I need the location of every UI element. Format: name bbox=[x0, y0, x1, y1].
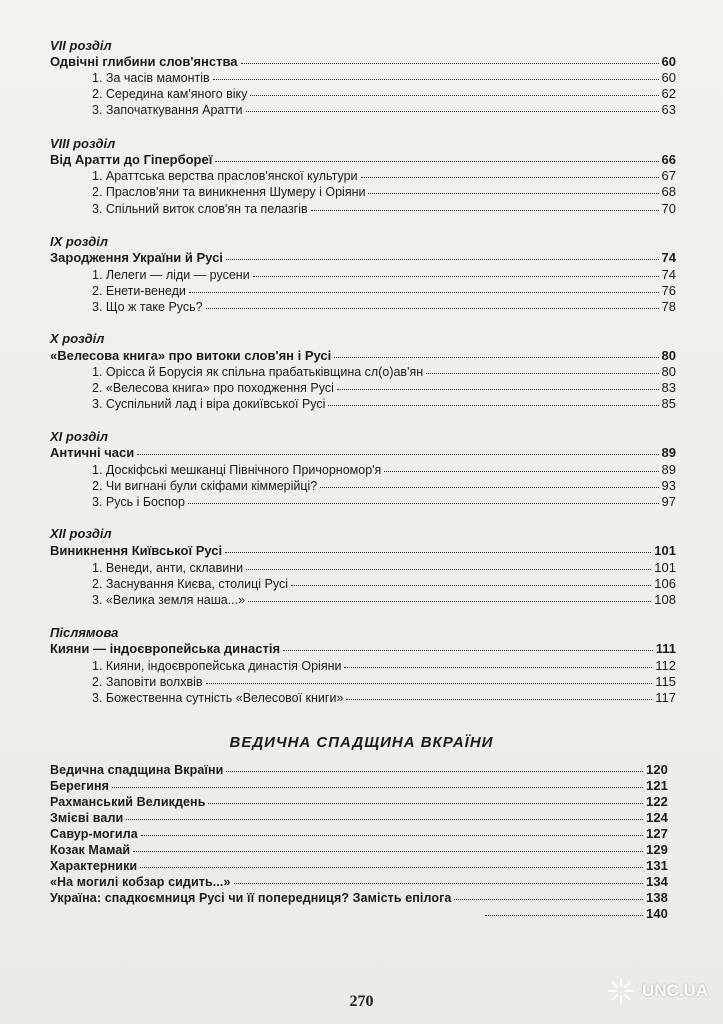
dot-leader bbox=[426, 373, 658, 374]
subchapter-entry bbox=[92, 478, 676, 493]
subchapter-title: 3. Суспільний лад і віра докиївської Русі bbox=[92, 397, 326, 411]
vedic-title: «На могилі кобзар сидить...» bbox=[50, 875, 231, 889]
dot-leader bbox=[250, 95, 658, 96]
subchapter-entry bbox=[92, 168, 676, 183]
subchapter-title: 1. Орісса й Борусія як спільна прабатьківщина сл(о)ав'ян bbox=[92, 365, 424, 379]
chapter-title: Від Аратти до Гіпербореї bbox=[50, 152, 213, 167]
dot-leader bbox=[206, 308, 659, 309]
page-ref: 66 bbox=[661, 152, 676, 167]
dot-leader bbox=[253, 276, 659, 277]
subchapter-entry bbox=[92, 267, 676, 282]
dot-leader bbox=[189, 292, 659, 293]
dot-leader bbox=[206, 683, 653, 684]
dot-leader bbox=[241, 63, 659, 64]
vedic-entry-continuation bbox=[482, 906, 668, 921]
page-ref: 115 bbox=[655, 674, 676, 689]
dot-leader bbox=[226, 771, 643, 772]
dot-leader bbox=[311, 210, 659, 211]
subchapter-entry bbox=[92, 184, 676, 199]
section-heading-xi: XI розділ bbox=[50, 429, 108, 444]
page-ref: 101 bbox=[654, 560, 676, 575]
dot-leader bbox=[137, 454, 658, 455]
vedic-entry bbox=[50, 794, 668, 809]
vedic-section-title: ВЕДИЧНА СПАДЩИНА ВКРАЇНИ bbox=[229, 734, 494, 751]
chapter-entry bbox=[50, 348, 676, 363]
vedic-entry bbox=[50, 842, 668, 857]
page-ref: 112 bbox=[655, 658, 676, 673]
vedic-title: Характерники bbox=[50, 859, 138, 873]
page-ref: 63 bbox=[661, 102, 676, 117]
dot-leader bbox=[112, 787, 643, 788]
page-ref: 131 bbox=[646, 858, 668, 873]
chapter-entry bbox=[50, 250, 676, 265]
subchapter-title: 1. За часів мамонтів bbox=[92, 71, 210, 85]
vedic-entry bbox=[50, 778, 668, 793]
page-ref: 101 bbox=[654, 543, 676, 558]
subchapter-title: 2. Енети-венеди bbox=[92, 284, 186, 298]
subchapter-title: 3. Русь і Боспор bbox=[92, 495, 185, 509]
dot-leader bbox=[454, 899, 643, 900]
page-ref: 80 bbox=[661, 364, 676, 379]
page-ref: 127 bbox=[646, 826, 668, 841]
page-ref: 68 bbox=[661, 184, 676, 199]
page-ref: 140 bbox=[646, 906, 668, 921]
vedic-title: Змієві вали bbox=[50, 811, 124, 825]
page-ref: 70 bbox=[661, 201, 676, 216]
page-ref: 60 bbox=[661, 54, 676, 69]
chapter-entry bbox=[50, 543, 676, 558]
subchapter-entry bbox=[92, 576, 676, 591]
subchapter-title: 2. Праслов'яни та виникнення Шумеру і Оріяни bbox=[92, 185, 366, 199]
vedic-title: Козак Мамай bbox=[50, 843, 131, 857]
vedic-entry bbox=[50, 762, 668, 777]
subchapter-title: 3. «Велика земля наша...» bbox=[92, 593, 246, 607]
subchapter-title: 2. Середина кам'яного віку bbox=[92, 87, 248, 101]
subchapter-entry bbox=[92, 462, 676, 477]
dot-leader bbox=[368, 193, 658, 194]
dot-leader bbox=[248, 601, 651, 602]
subchapter-entry bbox=[92, 283, 676, 298]
chapter-title: Античні часи bbox=[50, 445, 135, 460]
dot-leader bbox=[328, 405, 658, 406]
chapter-title: Виникнення Київської Русі bbox=[50, 543, 223, 558]
vedic-entry bbox=[50, 858, 668, 873]
subchapter-entry bbox=[92, 674, 676, 689]
watermark-text: UNC.UA bbox=[642, 981, 709, 1000]
subchapter-title: 3. Спільний виток слов'ян та пелазгів bbox=[92, 202, 308, 216]
page-ref: 108 bbox=[654, 592, 676, 607]
subchapter-title: 1. Доскіфські мешканці Північного Причорномор'я bbox=[92, 463, 382, 477]
dot-leader bbox=[225, 552, 651, 553]
dot-leader bbox=[361, 177, 659, 178]
dot-leader bbox=[208, 803, 643, 804]
dot-leader bbox=[234, 883, 643, 884]
subchapter-entry bbox=[92, 658, 676, 673]
page-ref: 74 bbox=[661, 267, 676, 282]
section-heading-afterword: Післямова bbox=[50, 625, 119, 640]
vedic-title: Берегиня bbox=[50, 779, 110, 793]
page-ref: 111 bbox=[655, 641, 676, 656]
dot-leader bbox=[188, 503, 659, 504]
subchapter-entry bbox=[92, 494, 676, 509]
vedic-title: Савур-могила bbox=[50, 827, 138, 841]
subchapter-title: 2. Заповіти волхвів bbox=[92, 675, 203, 689]
chapter-title: Зародження України й Русі bbox=[50, 250, 223, 265]
sparkle-logo-icon bbox=[606, 976, 636, 1006]
dot-leader bbox=[246, 569, 651, 570]
dot-leader bbox=[320, 487, 658, 488]
page-ref: 121 bbox=[646, 778, 668, 793]
page-ref: 124 bbox=[646, 810, 668, 825]
section-heading-vii: VII розділ bbox=[50, 38, 112, 53]
page-ref: 67 bbox=[661, 168, 676, 183]
dot-leader bbox=[283, 650, 653, 651]
vedic-entry bbox=[50, 810, 668, 825]
page-ref: 93 bbox=[661, 478, 676, 493]
subchapter-title: 1. Венеди, анти, склавини bbox=[92, 561, 244, 575]
dot-leader bbox=[384, 471, 658, 472]
dot-leader bbox=[213, 79, 659, 80]
vedic-entry bbox=[50, 890, 668, 905]
subchapter-entry bbox=[92, 690, 676, 705]
page-ref: 97 bbox=[661, 494, 676, 509]
vedic-title: Україна: спадкоємниця Русі чи її попередниця? Замість епілога bbox=[50, 891, 452, 905]
page-ref: 129 bbox=[646, 842, 668, 857]
page-ref: 122 bbox=[646, 794, 668, 809]
subchapter-title: 1. Кияни, індоєвропейська династія Оріяни bbox=[92, 659, 342, 673]
chapter-entry bbox=[50, 152, 676, 167]
subchapter-entry bbox=[92, 560, 676, 575]
section-heading-ix: IX розділ bbox=[50, 234, 108, 249]
dot-leader bbox=[344, 667, 652, 668]
vedic-title: Ведична спадщина Вкраїни bbox=[50, 763, 224, 777]
watermark bbox=[606, 965, 718, 1017]
dot-leader bbox=[215, 161, 658, 162]
dot-leader bbox=[126, 819, 643, 820]
page-ref: 106 bbox=[654, 576, 676, 591]
dot-leader bbox=[141, 835, 643, 836]
vedic-title: Рахманський Великдень bbox=[50, 795, 206, 809]
subchapter-title: 2. «Велесова книга» про походження Русі bbox=[92, 381, 334, 395]
page-ref: 74 bbox=[661, 250, 676, 265]
vedic-entry bbox=[50, 826, 668, 841]
subchapter-entry bbox=[92, 70, 676, 85]
subchapter-entry bbox=[92, 364, 676, 379]
section-heading-x: X розділ bbox=[50, 331, 105, 346]
chapter-entry bbox=[50, 54, 676, 69]
page-ref: 62 bbox=[661, 86, 676, 101]
page-ref: 89 bbox=[661, 462, 676, 477]
section-heading-xii: XII розділ bbox=[50, 526, 112, 541]
page-ref: 89 bbox=[661, 445, 676, 460]
chapter-title: Кияни — індоєвропейська династія bbox=[50, 641, 281, 656]
dot-leader bbox=[133, 851, 643, 852]
dot-leader bbox=[485, 915, 643, 916]
chapter-title: «Велесова книга» про витоки слов'ян і Русі bbox=[50, 348, 332, 363]
page-ref: 60 bbox=[661, 70, 676, 85]
chapter-entry bbox=[50, 445, 676, 460]
dot-leader bbox=[246, 111, 659, 112]
dot-leader bbox=[346, 699, 652, 700]
page-ref: 120 bbox=[646, 762, 668, 777]
page-ref: 134 bbox=[646, 874, 668, 889]
subchapter-title: 2. Заснування Києва, столиці Русі bbox=[92, 577, 289, 591]
subchapter-title: 3. Що ж таке Русь? bbox=[92, 300, 203, 314]
subchapter-title: 1. Араттська верства праслов'янскої культури bbox=[92, 169, 358, 183]
page-ref: 80 bbox=[661, 348, 676, 363]
subchapter-entry bbox=[92, 201, 676, 216]
subchapter-entry bbox=[92, 380, 676, 395]
page-ref: 76 bbox=[661, 283, 676, 298]
chapter-title: Одвічні глибини слов'янства bbox=[50, 54, 238, 69]
subchapter-entry bbox=[92, 102, 676, 117]
chapter-entry bbox=[50, 641, 676, 656]
dot-leader bbox=[140, 867, 643, 868]
page-ref: 138 bbox=[646, 890, 668, 905]
subchapter-title: 3. Започаткування Аратти bbox=[92, 103, 243, 117]
subchapter-entry bbox=[92, 592, 676, 607]
subchapter-title: 1. Лелеги — ліди — русени bbox=[92, 268, 250, 282]
page-ref: 78 bbox=[661, 299, 676, 314]
dot-leader bbox=[226, 259, 659, 260]
subchapter-title: 2. Чи вигнані були скіфами кіммерійці? bbox=[92, 479, 318, 493]
subchapter-title: 3. Божественна сутність «Велесової книги» bbox=[92, 691, 344, 705]
section-heading-viii: VIII розділ bbox=[50, 136, 116, 151]
dot-leader bbox=[334, 357, 658, 358]
page-ref: 85 bbox=[661, 396, 676, 411]
dot-leader bbox=[291, 585, 651, 586]
vedic-entry bbox=[50, 874, 668, 889]
page-ref: 117 bbox=[655, 690, 676, 705]
subchapter-entry bbox=[92, 299, 676, 314]
page-number: 270 bbox=[349, 993, 374, 1010]
subchapter-entry bbox=[92, 86, 676, 101]
subchapter-entry bbox=[92, 396, 676, 411]
page-ref: 83 bbox=[661, 380, 676, 395]
dot-leader bbox=[337, 389, 659, 390]
